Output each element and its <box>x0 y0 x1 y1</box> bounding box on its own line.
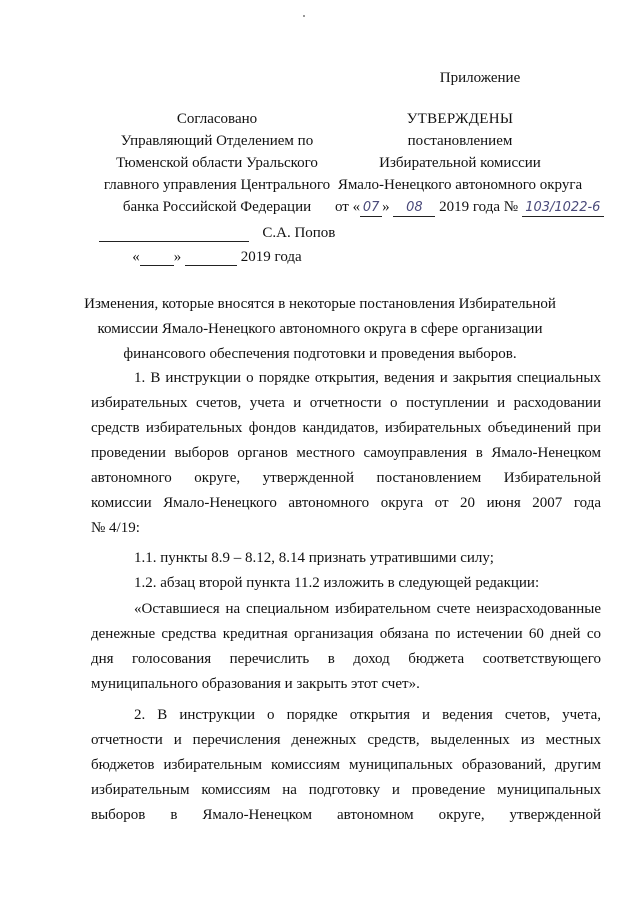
approved-line: Ямало-Ненецкого автономного округа <box>337 177 583 193</box>
text-line: бюджетов избирательным комиссиям муниципальных образований, другим <box>91 757 601 773</box>
paragraph-1 <box>91 366 601 541</box>
agreed-line: главного управления Центрального <box>103 177 331 193</box>
agreed-block <box>92 108 342 268</box>
handwritten-number: 103/1022-6 <box>522 200 604 217</box>
agreed-title: Согласовано <box>176 111 258 127</box>
text-line: № 4/19: <box>91 520 140 536</box>
text-line: избирательным комиссиям на подготовку и проведение муниципальных <box>91 782 601 798</box>
quoted-paragraph <box>91 597 601 697</box>
approved-line: постановлением <box>407 133 513 149</box>
document-title <box>60 292 580 367</box>
approved-date <box>335 196 601 218</box>
signature-blank <box>99 225 249 242</box>
title-line: комиссии Ямало-Ненецкого автономного округа в сфере организации <box>97 321 543 337</box>
agreed-line: Тюменской области Уральского <box>116 155 318 171</box>
approved-block <box>335 108 601 218</box>
handwritten-day: 07 <box>360 200 382 217</box>
text-line: средств избирательных фондов кандидатов, избирательных объединений при <box>91 420 601 436</box>
text-line: денежные средства кредитная организация обязана по истечении 60 дней со <box>91 626 601 642</box>
date-open-quote: « <box>132 249 140 265</box>
text-line: автономного округе, утвержденной постановлением Избирательной <box>91 470 601 486</box>
month-blank <box>185 249 237 266</box>
text-line: «Оставшиеся на специальном избирательном счете неизрасходованные <box>134 601 601 617</box>
agreed-line: Управляющий Отделением по <box>120 133 314 149</box>
scan-speck <box>303 15 305 17</box>
title-line: финансового обеспечения подготовки и проведения выборов. <box>123 346 517 362</box>
appendix-label: Приложение <box>439 70 521 86</box>
text-line: 1.2. абзац второй пункта 11.2 изложить в следующей редакции: <box>134 575 540 591</box>
approved-date-prefix: от « <box>335 199 361 215</box>
agreed-line: банка Российской Федерации <box>122 199 312 215</box>
signature-line <box>92 222 342 244</box>
approved-line: Избирательной комиссии <box>379 155 541 171</box>
text-line: выборов в Ямало-Ненецком автономном округе, утвержденной <box>91 807 601 823</box>
agreed-date <box>92 246 342 268</box>
paragraph-2 <box>91 703 601 828</box>
title-line: Изменения, которые вносятся в некоторые постановления Избирательной <box>84 296 556 312</box>
approved-title: УТВЕРЖДЕНЫ <box>406 111 514 127</box>
text-line: 1.1. пункты 8.9 – 8.12, 8.14 признать утратившими силу; <box>134 550 494 566</box>
text-line: 2. В инструкции о порядке открытия и ведения счетов, учета, <box>134 707 601 723</box>
text-line: комиссии Ямало-Ненецкого автономного округа от 20 июня 2007 года <box>91 495 601 511</box>
approved-date-mid: » <box>382 199 390 215</box>
handwritten-month: 08 <box>393 200 435 217</box>
text-line: проведении выборов органов местного самоуправления в Ямало-Ненецком <box>91 445 601 461</box>
subitem-1-1 <box>91 546 601 571</box>
subitem-1-2 <box>91 571 601 596</box>
text-line: 1. В инструкции о порядке открытия, ведения и закрытия специальных <box>134 370 601 386</box>
signature-name: С.А. Попов <box>262 225 336 241</box>
text-line: избирательных счетов, учета и отчетности о поступлении и расходовании <box>91 395 601 411</box>
date-close-quote: » <box>173 249 182 265</box>
text-line: муниципального образования и закрыть этот счет». <box>91 676 420 692</box>
day-blank <box>140 249 174 266</box>
agreed-year: 2019 года <box>240 249 302 265</box>
text-line: дня голосования перечислить в доход бюджета соответствующего <box>91 651 601 667</box>
text-line: отчетности и перечисления денежных средств, выделенных из местных <box>91 732 601 748</box>
approved-year: 2019 года № <box>439 199 519 215</box>
